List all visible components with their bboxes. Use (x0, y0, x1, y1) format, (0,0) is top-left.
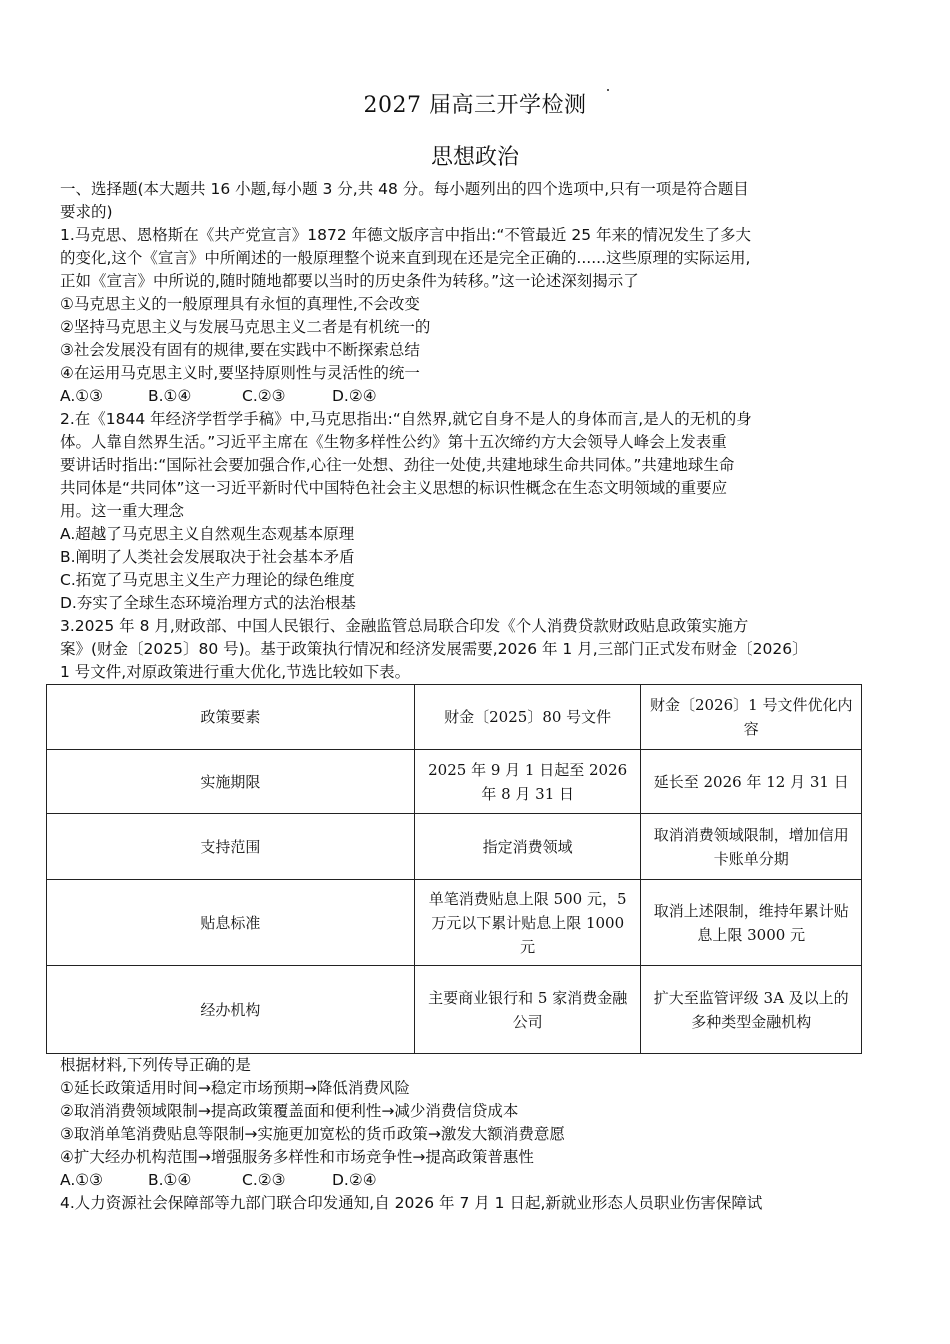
q3-option-c: C.②③ (242, 1171, 286, 1189)
table-cell: 单笔消费贴息上限 500 元，5 万元以下累计贴息上限 1000 元 (414, 880, 641, 966)
exam-title: 2027 届高三开学检测 (363, 93, 587, 118)
q3-stem-line: 1 号文件,对原政策进行重大优化,节选比较如下表。 (60, 663, 411, 681)
q1-statement: ④在运用马克思主义时,要坚持原则性与灵活性的统一 (60, 364, 420, 382)
table-row (47, 880, 862, 966)
table-header-cell: 财金〔2025〕80 号文件 (414, 685, 641, 750)
q1-option-d: D.②④ (332, 387, 377, 405)
table-cell: 经办机构 (47, 966, 415, 1054)
table-cell: 贴息标准 (47, 880, 415, 966)
table-cell: 扩大至监管评级 3A 及以上的多种类型金融机构 (641, 966, 862, 1054)
q2-option-a: A.超越了马克思主义自然观生态观基本原理 (60, 525, 355, 543)
q2-stem-line: 要讲话时指出:“国际社会要加强合作,心往一处想、劲往一处使,共建地球生命共同体。”共建地球生命 (60, 456, 735, 474)
q1-statement: ①马克思主义的一般原理具有永恒的真理性,不会改变 (60, 295, 420, 313)
section-heading-line: 一、选择题(本大题共 16 小题,每小题 3 分,共 48 分。每小题列出的四个选项中,只有一项是符合题目 (60, 180, 749, 198)
table-cell: 指定消费领域 (414, 814, 641, 880)
q1-option-b: B.①④ (148, 387, 192, 405)
table-cell: 实施期限 (47, 750, 415, 814)
q3-option-a: A.①③ (60, 1171, 104, 1189)
q2-stem-line: 2.在《1844 年经济学哲学手稿》中,马克思指出:“自然界,就它自身不是人的身体而言,是人的无机的身 (60, 410, 752, 428)
table-cell: 延长至 2026 年 12 月 31 日 (641, 750, 862, 814)
q2-option-c: C.拓宽了马克思主义生产力理论的绿色维度 (60, 571, 355, 589)
q3-statement: ④扩大经办机构范围→增强服务多样性和市场竞争性→提高政策普惠性 (60, 1148, 534, 1166)
policy-comparison-table (46, 684, 862, 1054)
q3-stem-line: 案》(财金〔2025〕80 号)。基于政策执行情况和经济发展需要,2026 年 1 月,三部门正式发布财金〔2026〕 (60, 640, 808, 658)
q1-stem-line: 的变化,这个《宣言》中所阐述的一般原理整个说来直到现在还是完全正确的......这些原理的实际运用, (60, 249, 751, 267)
section-heading-line: 要求的) (60, 203, 113, 221)
table-row (47, 966, 862, 1054)
q1-option-c: C.②③ (242, 387, 286, 405)
q1-statement: ③社会发展没有固有的规律,要在实践中不断探索总结 (60, 341, 420, 359)
q3-question: 根据材料,下列传导正确的是 (60, 1056, 251, 1074)
q2-stem-line: 共同体是“共同体”这一习近平新时代中国特色社会主义思想的标识性概念在生态文明领域的重要应 (60, 479, 728, 497)
exam-subject: 思想政治 (430, 145, 519, 170)
q3-statement: ②取消消费领域限制→提高政策覆盖面和便利性→减少消费信贷成本 (60, 1102, 519, 1120)
table-row (47, 750, 862, 814)
stray-dot (607, 89, 609, 91)
table-header-cell: 财金〔2026〕1 号文件优化内容 (641, 685, 862, 750)
q1-statement: ②坚持马克思主义与发展马克思主义二者是有机统一的 (60, 318, 431, 336)
table-cell: 2025 年 9 月 1 日起至 2026 年 8 月 31 日 (414, 750, 641, 814)
q3-option-d: D.②④ (332, 1171, 377, 1189)
table-header-cell: 政策要素 (47, 685, 415, 750)
q3-statement: ①延长政策适用时间→稳定市场预期→降低消费风险 (60, 1079, 410, 1097)
table-cell: 取消上述限制，维持年累计贴息上限 3000 元 (641, 880, 862, 966)
q3-option-b: B.①④ (148, 1171, 192, 1189)
table-header-row (47, 685, 862, 750)
q4-stem-line: 4.人力资源社会保障部等九部门联合印发通知,自 2026 年 7 月 1 日起,新就业形态人员职业伤害保障试 (60, 1194, 763, 1212)
table-row (47, 814, 862, 880)
exam-body (60, 178, 895, 1215)
q1-options (60, 385, 895, 408)
table-cell: 主要商业银行和 5 家消费金融公司 (414, 966, 641, 1054)
q2-option-b: B.阐明了人类社会发展取决于社会基本矛盾 (60, 548, 355, 566)
q2-stem-line: 用。这一重大理念 (60, 502, 185, 520)
q3-statement: ③取消单笔消费贴息等限制→实施更加宽松的货币政策→激发大额消费意愿 (60, 1125, 565, 1143)
table-cell: 支持范围 (47, 814, 415, 880)
q1-stem-line: 正如《宣言》中所说的,随时随地都要以当时的历史条件为转移。”这一论述深刻揭示了 (60, 272, 639, 290)
q2-option-d: D.夯实了全球生态环境治理方式的法治根基 (60, 594, 356, 612)
q3-stem-line: 3.2025 年 8 月,财政部、中国人民银行、金融监管总局联合印发《个人消费贷款财政贴息政策实施方 (60, 617, 749, 635)
table-cell: 取消消费领域限制，增加信用卡账单分期 (641, 814, 862, 880)
q3-options (60, 1169, 895, 1192)
q2-stem-line: 体。人靠自然界生活。”习近平主席在《生物多样性公约》第十五次缔约方大会领导人峰会上发表重 (60, 433, 727, 451)
q1-stem-line: 1.马克思、恩格斯在《共产党宣言》1872 年德文版序言中指出:“不管最近 25 年来的情况发生了多大 (60, 226, 751, 244)
q1-option-a: A.①③ (60, 387, 104, 405)
